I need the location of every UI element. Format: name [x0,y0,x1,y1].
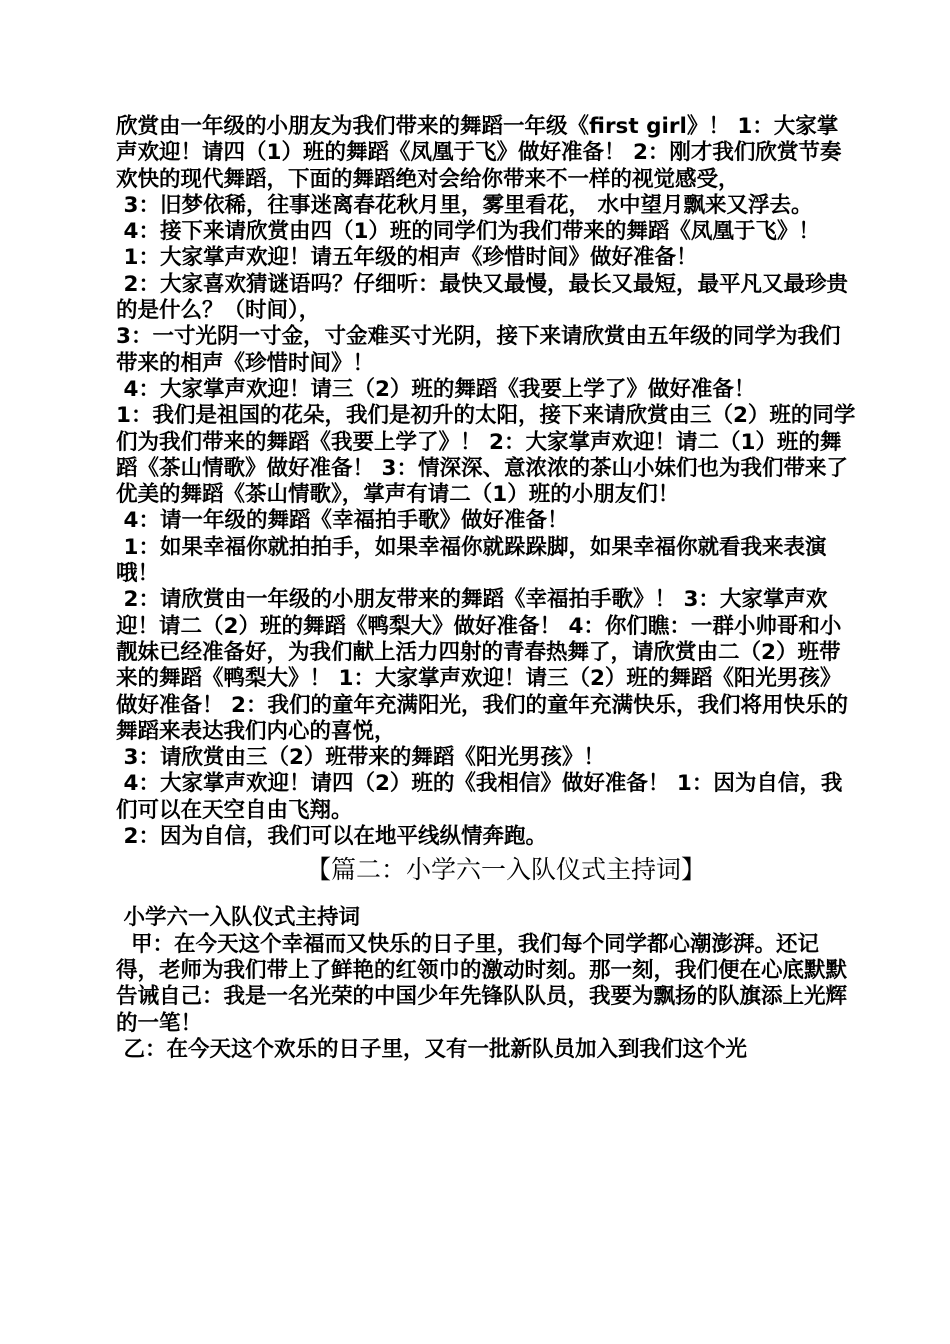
document-page [116,114,856,1063]
paragraph: 1：如果幸福你就拍拍手，如果幸福你就跺跺脚，如果幸福你就看我来表演哦！ [116,534,827,587]
paragraph: 2：大家喜欢猜谜语吗？仔细听：最快又最慢，最长又最短，最平凡又最珍贵的是什么？（时间）， [116,271,848,324]
paragraph: 甲：在今天这个幸福而又快乐的日子里，我们每个同学都心潮澎湃。还记得，老师为我们带上了鲜艳的红领巾的激动时刻。那一刻，我们便在心底默默告诫自己：我是一名光荣的中国少年先锋队队员，我要为飘扬的队旗添上光辉的一笔！ [116,931,848,1036]
paragraph: 4：大家掌声欢迎！请四（2）班的《我相信》做好准备！ 1：因为自信，我们可以在天空自由飞翔。 [116,771,843,823]
paragraph: 2：因为自信，我们可以在地平线纵情奔跑。 [116,824,547,850]
paragraph: 2：请欣赏由一年级的小朋友带来的舞蹈《幸福拍手歌》！ 3：大家掌声欢迎！请二（2）班的舞蹈《鸭梨大》做好准备！ 4：你们瞧：一群小帅哥和小靓妹已经准备好，为我们献上活力四射的青春热舞了，请欣赏由二（2）班带来的舞蹈《鸭梨大》！ 1：大家掌声欢迎！请三（2）班的舞蹈《阳光男孩》做好准备！ 2：我们的童年充满阳光，我们的童年充满快乐，我们将用快乐的舞蹈来表达我们内心的喜悦， [116,587,848,744]
paragraph: 乙：在今天这个欢乐的日子里，又有一批新队员加入到我们这个光 [116,1036,748,1062]
paragraph: 4：请一年级的舞蹈《幸福拍手歌》做好准备！ [116,508,569,534]
section-heading: 【篇二：小学六一入队仪式主持词】 [305,855,706,885]
paragraph: 4：接下来请欣赏由四（1）班的同学们为我们带来的舞蹈《凤凰于飞》！ [116,219,820,245]
paragraph: 欣赏由一年级的小朋友为我们带来的舞蹈一年级《first girl》！ 1：大家掌声欢迎！请四（1）班的舞蹈《凤凰于飞》做好准备！ 2：刚才我们欣赏节奏欢快的现代舞蹈，下面的舞蹈绝对会给你带来不一样的视觉感受， [116,114,842,192]
paragraph: 1：我们是祖国的花朵，我们是初升的太阳，接下来请欣赏由三（2）班的同学们为我们带来的舞蹈《我要上学了》！ 2：大家掌声欢迎！请二（1）班的舞蹈《茶山情歌》做好准备！ 3：情深深、意浓浓的茶山小妹们也为我们带来了优美的舞蹈《茶山情歌》，掌声有请二（1）班的小朋友们！ [116,403,856,508]
paragraph: 1：大家掌声欢迎！请五年级的相声《珍惜时间》做好准备！ [116,245,698,271]
paragraph: 4：大家掌声欢迎！请三（2）班的舞蹈《我要上学了》做好准备！ [116,376,756,402]
paragraph: 3：请欣赏由三（2）班带来的舞蹈《阳光男孩》！ [116,745,605,771]
section-title: 小学六一入队仪式主持词 [116,905,361,931]
paragraph: 3：一寸光阴一寸金，寸金难买寸光阴，接下来请欣赏由五年级的同学为我们带来的相声《珍惜时间》！ [116,324,841,376]
paragraph: 3：旧梦依稀，往事迷离春花秋月里，雾里看花， 水中望月飘来又浮去。 [116,192,813,218]
